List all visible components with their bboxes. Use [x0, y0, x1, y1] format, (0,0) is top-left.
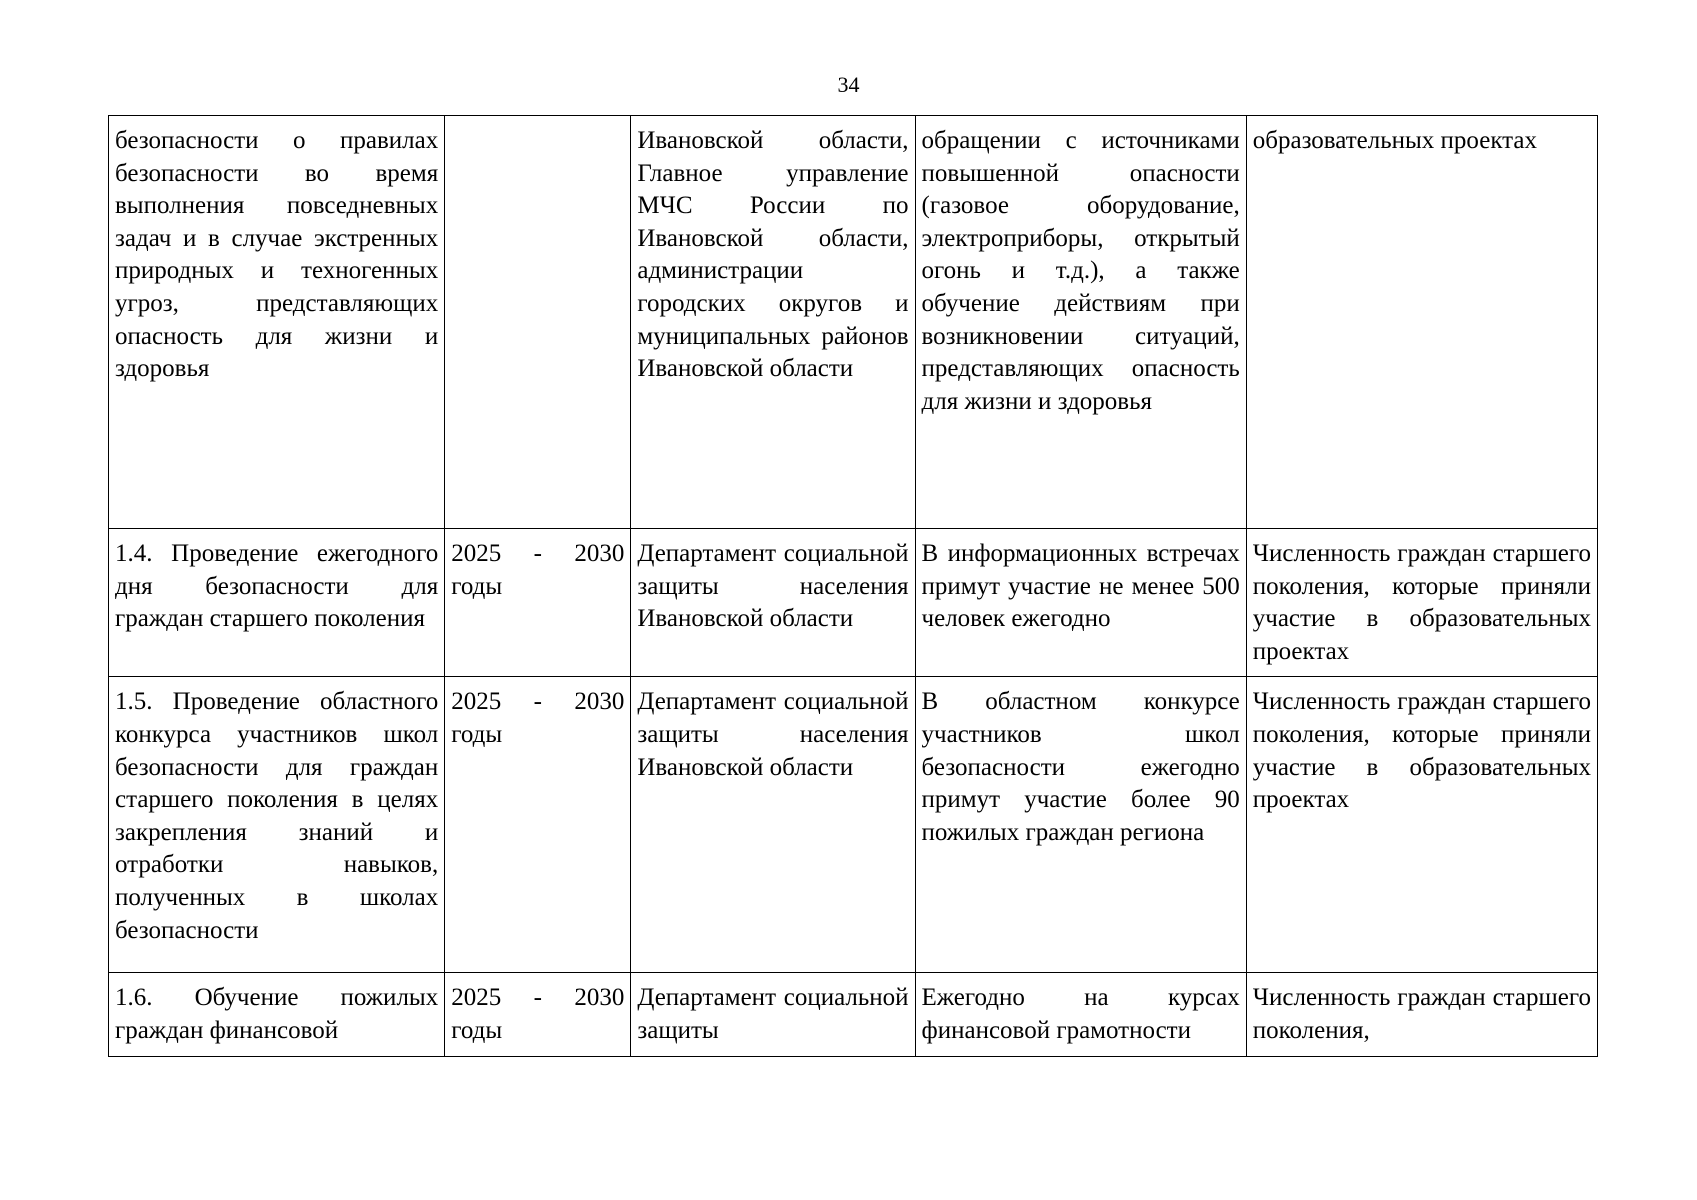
table-row — [109, 677, 1598, 973]
table-cell-result: В информационных встречах примут участие не менее 500 человек ежегодно — [915, 529, 1246, 677]
page-number: 34 — [837, 72, 860, 97]
table-cell-indicator: Численность граждан старшего поколения, которые приняли участие в образовательных проектах — [1246, 529, 1597, 677]
table-cell-measure: безопасности о правилах безопасности во время выполнения повседневных задач и в случае экстренных природных и техногенных угроз, представляющих опасность для жизни и здоровья — [109, 116, 445, 529]
table-cell-period — [445, 116, 631, 529]
table-cell-result: В областном конкурсе участников школ безопасности ежегодно примут участие более 90 пожилых граждан региона — [915, 677, 1246, 973]
table-cell-executor: Департамент социальной защиты населения Ивановской области — [631, 677, 915, 973]
table-cell-measure: 1.5. Проведение областного конкурса участников школ безопасности для граждан старшего поколения в целях закрепления знаний и отработки навыков, полученных в школах безопасности — [109, 677, 445, 973]
table-cell-executor: Департамент социальной защиты — [631, 973, 915, 1056]
table-cell-measure: 1.4. Проведение ежегодного дня безопасности для граждан старшего поколения — [109, 529, 445, 677]
table-cell-result: обращении с источниками повышенной опасности (газовое оборудование, электроприборы, открытый огонь и т.д.), а также обучение действиям при возникновении ситуаций, представляющих опасность для жизни и здоровья — [915, 116, 1246, 529]
table-cell-indicator: Численность граждан старшего поколения, которые приняли участие в образовательных проектах — [1246, 677, 1597, 973]
table-row — [109, 973, 1598, 1056]
table-cell-measure: 1.6. Обучение пожилых граждан финансовой — [109, 973, 445, 1056]
measures-table — [108, 115, 1598, 1057]
table-cell-period: 2025 - 2030 годы — [445, 529, 631, 677]
table-cell-indicator: образовательных проектах — [1246, 116, 1597, 529]
table-row — [109, 116, 1598, 529]
table-cell-period: 2025 - 2030 годы — [445, 677, 631, 973]
table-cell-result: Ежегодно на курсах финансовой грамотности — [915, 973, 1246, 1056]
table-row — [109, 529, 1598, 677]
table-cell-indicator: Численность граждан старшего поколения, — [1246, 973, 1597, 1056]
table-cell-period: 2025 - 2030 годы — [445, 973, 631, 1056]
table-cell-executor: Департамент социальной защиты населения Ивановской области — [631, 529, 915, 677]
table-cell-executor: Ивановской области, Главное управление МЧС России по Ивановской области, администрации городских округов и муниципальных районов Ивановской области — [631, 116, 915, 529]
